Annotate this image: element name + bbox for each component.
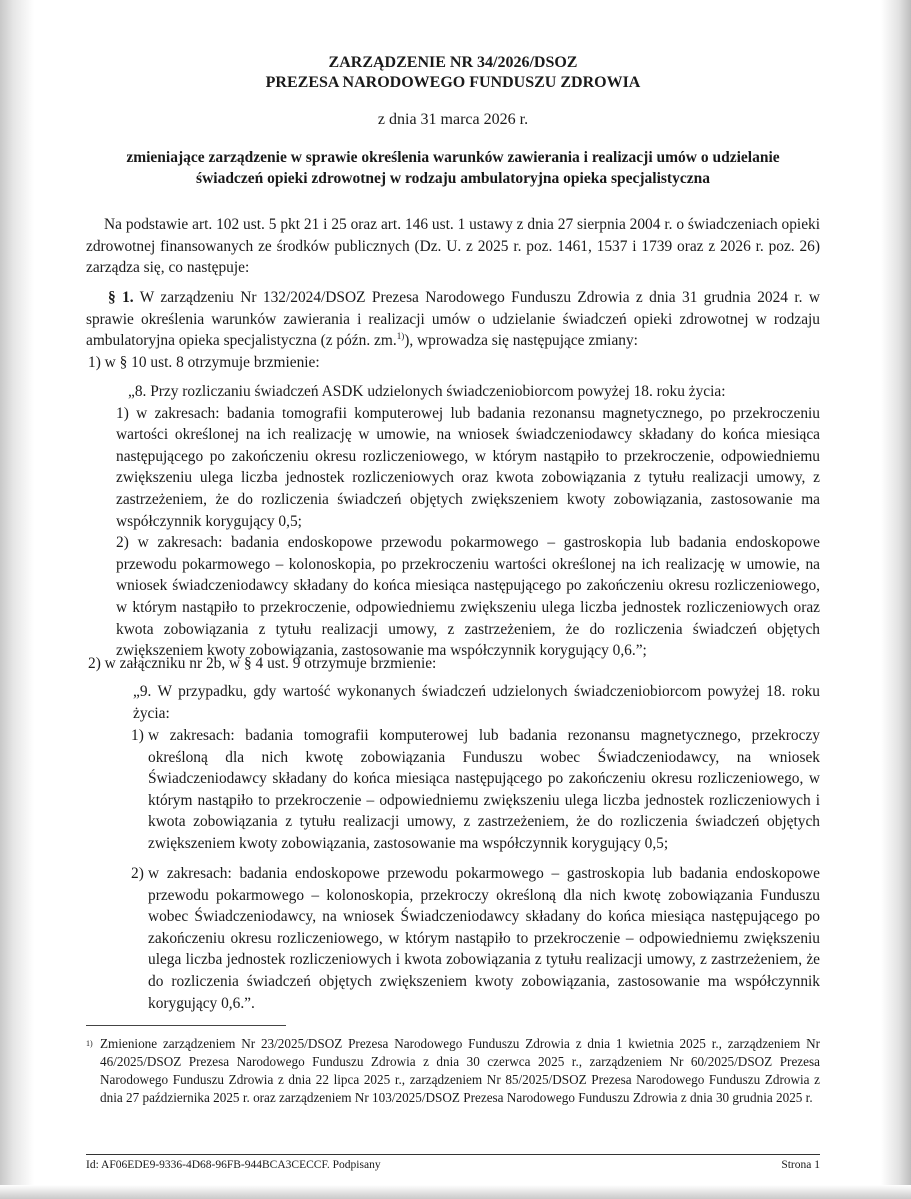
quote-1-item-2: 2) w zakresach: badania endoskopowe przewodu pokarmowego – gastroskopia lub badania endoskopowe przewodu pokarmowego – kolonoskopia, po przekroczeniu wartości określonej na ich realizację w umowie, na wniosek świadczeniodawcy składany do końca miesiąca następującego po zakończeniu okresu rozliczeniowego, w którym nastąpiło to przekroczenie, odpowiedniemu zwiększeniu ulega liczba jednostek rozliczeniowych oraz kwota zobowiązania z tytułu realizacji umowy, z zastrzeżeniem, że do rozliczenia świadczeń objętych zwiększeniem kwoty zobowiązania, zastosowanie ma współczynnik korygujący 0,6.”; (116, 534, 820, 660)
page-shadow-bottom (0, 1185, 911, 1199)
footnote (86, 1035, 820, 1107)
section-1-text: W zarządzeniu Nr 132/2024/DSOZ Prezesa Narodowego Funduszu Zdrowia z dnia 31 grudnia 2024 r. w sprawie określenia warunków zawierania i realizacji umów o udzielanie świadczeń opieki zdrowotnej w rodzaju ambulatoryjna opieka specjalistyczna (z późn. zm. (86, 289, 821, 350)
page-number: Strona 1 (781, 1159, 820, 1171)
document-date: z dnia 31 marca 2026 r. (377, 111, 529, 128)
quote-2-item-2-number: 2) (131, 865, 144, 882)
page-shadow-right (881, 0, 911, 1199)
quote-1-item-1: 1) w zakresach: badania tomografii komputerowej lub badania rezonansu magnetycznego, po przekroczeniu wartości określonej na ich realizację w umowie, na wniosek świadczeniodawcy składany do końca miesiąca następującego po zakończeniu okresu rozliczeniowego, w którym nastąpiło to przekroczenie, odpowiedniemu zwiększeniu ulega liczba jednostek rozliczeniowych oraz kwota zobowiązania z tytułu realizacji umowy, z zastrzeżeniem, że do rozliczenia świadczeń objętych zwiększeniem kwoty zobowiązania, zastosowanie ma współczynnik korygujący 0,5; (116, 404, 820, 530)
quote-2-item-1-number: 1) (131, 727, 144, 744)
section-1-label: § 1. (108, 289, 134, 306)
quote-2-intro: „9. W przypadku, gdy wartość wykonanych świadczeń udzielonych świadczeniobiorcom powyżej 18. roku życia: (133, 683, 820, 722)
quote-2-item-2 (131, 863, 820, 1014)
document-subject: zmieniające zarządzenie w sprawie określenia warunków zawierania i realizacji umów o udzielanie świadczeń opieki zdrowotnej w rodzaju ambulatoryjna opieka specjalistyczna (126, 149, 780, 187)
footer-separator (86, 1154, 820, 1155)
footnote-text: Zmienione zarządzeniem Nr 23/2025/DSOZ Prezesa Narodowego Funduszu Zdrowia z dnia 1 kwietnia 2025 r., zarządzeniem Nr 46/2025/DSOZ Prezesa Narodowego Funduszu Zdrowia z dnia 30 czerwca 2025 r., zarządzeniem Nr 60/2025/DSOZ Prezesa Narodowego Funduszu Zdrowia z dnia 22 lipca 2025 r., zarządzeniem Nr 85/2025/DSOZ Prezesa Narodowego Funduszu Zdrowia z dnia 27 października 2025 r. oraz zarządzeniem Nr 103/2025/DSOZ Prezesa Narodowego Funduszu Zdrowia z dnia 30 grudnia 2025 r. (100, 1036, 820, 1105)
amendment-point-1: 1) w § 10 ust. 8 otrzymuje brzmienie: (88, 354, 320, 371)
document-title-line2: PREZESA NARODOWEGO FUNDUSZU ZDROWIA (265, 74, 641, 91)
quote-2-item-1-text: w zakresach: badania tomografii komputerowej lub badania rezonansu magnetycznego, przekroczy określoną dla nich kwotę zobowiązania Funduszu wobec Świadczeniodawcy, na wniosek Świadczeniodawcy składany do końca miesiąca następującego po zakończeniu okresu rozliczeniowego, w którym nastąpiło to przekroczenie – odpowiedniemu zwiększeniu ulega liczba jednostek rozliczeniowych i kwota zobowiązania z tytułu realizacji umowy, z zastrzeżeniem, że do rozliczenia świadczeń objętych zwiększeniem kwoty zobowiązania, zastosowanie ma współczynnik korygujący 0,5; (148, 727, 820, 852)
section-1-paragraph (86, 287, 820, 352)
legal-basis-paragraph: Na podstawie art. 102 ust. 5 pkt 21 i 25 oraz art. 146 ust. 1 ustawy z dnia 27 sierpnia 2004 r. o świadczeniach opieki zdrowotnej finansowanych ze środków publicznych (Dz. U. z 2025 r. poz. 1461, 1537 i 1739 oraz z 2026 r. poz. 26) zarządza się, co następuje: (86, 216, 820, 277)
quoted-provision-8 (116, 381, 820, 662)
quote-2-item-1 (131, 725, 820, 855)
amendment-point-2: 2) w załączniku nr 2b, w § 4 ust. 9 otrzymuje brzmienie: (88, 655, 437, 672)
page-footer (86, 1159, 820, 1171)
footnote-separator (86, 1025, 286, 1026)
quote-2-item-2-text: w zakresach: badania endoskopowe przewodu pokarmowego – gastroskopia lub badania endoskopowe przewodu pokarmowego – kolonoskopia, przekroczy określoną dla nich kwotę zobowiązania Funduszu wobec Świadczeniodawcy, na wniosek Świadczeniodawcy składany do końca miesiąca następującego po zakończeniu okresu rozliczeniowego, w którym nastąpiło to przekroczenie – odpowiedniemu zwiększeniu ulega liczba jednostek rozliczeniowych i kwota zobowiązania z tytułu realizacji umowy, z zastrzeżeniem, że do rozliczenia świadczeń objętych zwiększeniem kwoty zobowiązania, zastosowanie ma współczynnik korygujący 0,6.”. (148, 865, 820, 1012)
document-title-line1: ZARZĄDZENIE NR 34/2026/DSOZ (328, 54, 578, 71)
document-id: Id: AF06EDE9-9336-4D68-96FB-944BCA3CECCF. Podpisany (86, 1159, 381, 1171)
page-shadow-left (0, 0, 34, 1199)
section-1-tail: ), wprowadza się następujące zmiany: (404, 332, 638, 350)
quote-1-intro: „8. Przy rozliczaniu świadczeń ASDK udzielonych świadczeniobiorcom powyżej 18. roku życia: (128, 383, 726, 400)
footnote-reference: 1) (396, 331, 405, 342)
footnote-mark: 1) (86, 1039, 93, 1048)
